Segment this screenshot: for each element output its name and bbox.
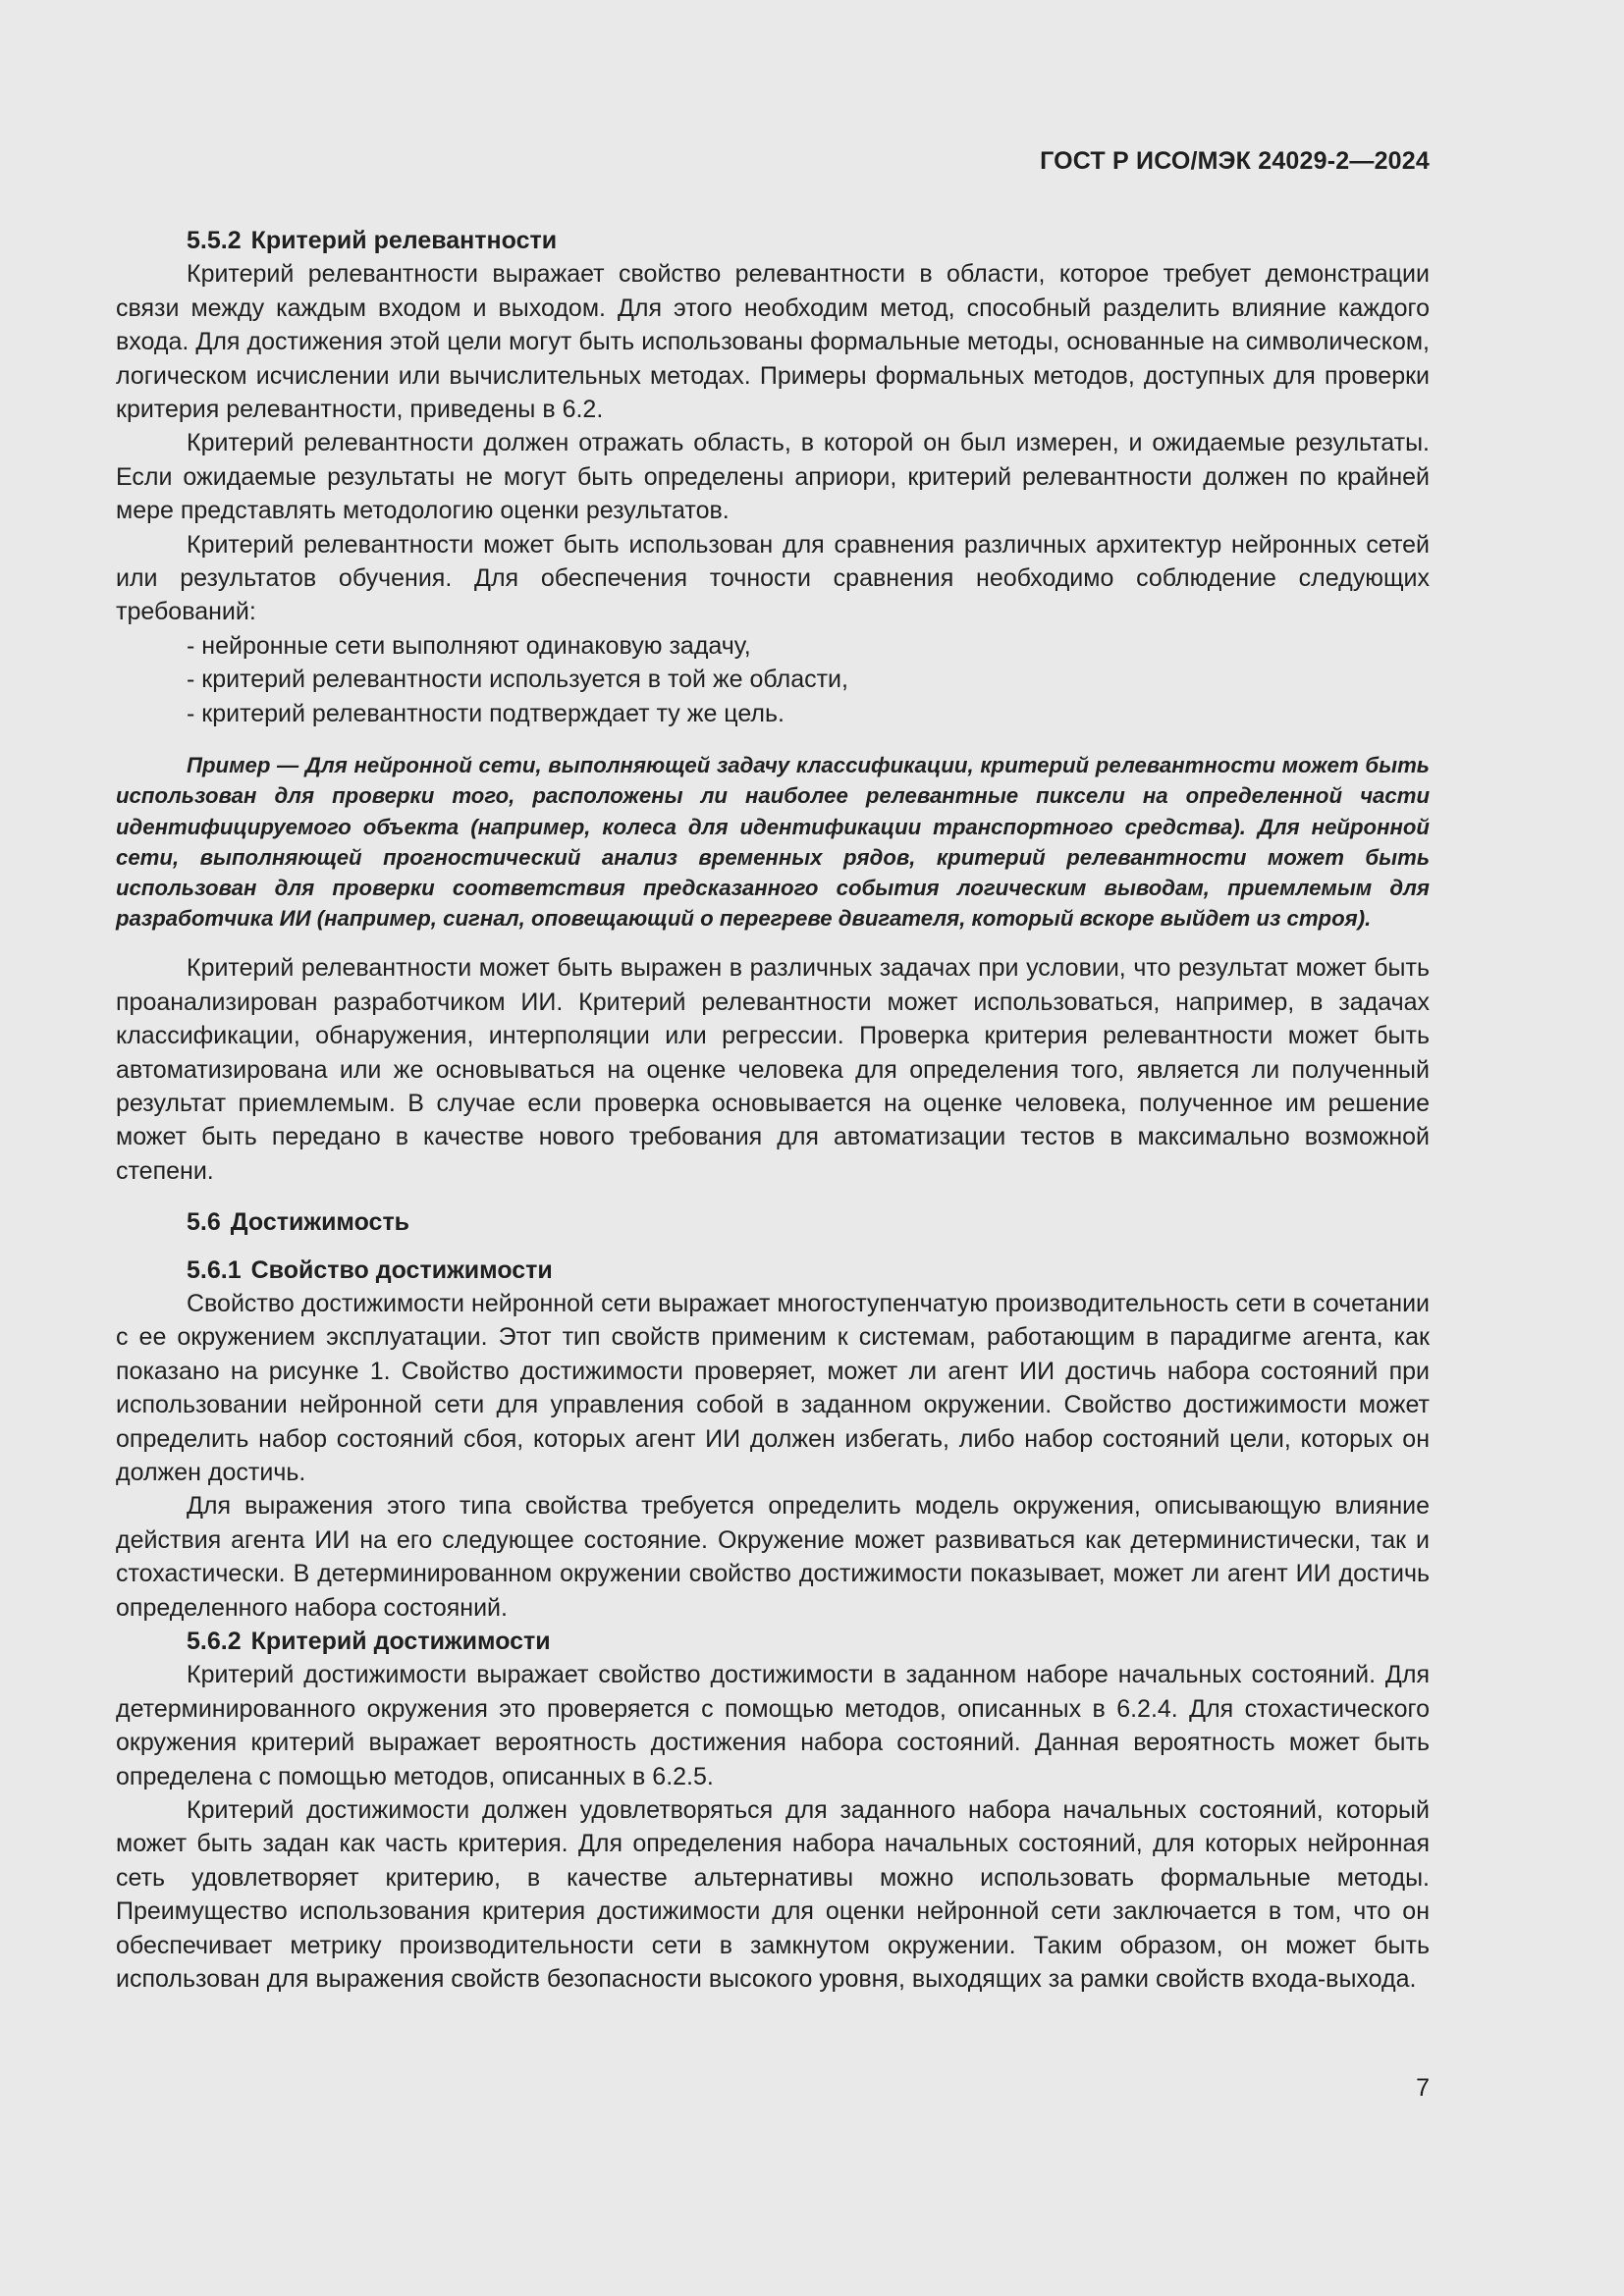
section-heading-5-6	[116, 1205, 1430, 1239]
section-title: Критерий релевантности	[250, 227, 558, 254]
list-item: - нейронные сети выполняют одинаковую задачу,	[187, 631, 751, 660]
document-body	[116, 224, 1430, 1997]
standard-header: ГОСТ Р ИСО/МЭК 24029-2—2024	[1040, 147, 1430, 175]
section-number: 5.5.2	[187, 227, 242, 254]
page-number: 7	[1416, 2074, 1430, 2102]
section-heading-5-5-2	[116, 224, 1430, 257]
list-item: - критерий релевантности подтверждает ту же цель.	[187, 699, 785, 727]
section-number: 5.6.2	[187, 1628, 242, 1656]
paragraph: Свойство достижимости нейронной сети выражает многоступенчатую производительность сети в сочетании с ее окружением эксплуатации. Этот тип свойств применим к системам, работающим в парадигме агента, как показано на рисунке 1. Свойство достижимости проверяет, может ли агент ИИ достичь набора состояний при использовании нейронной сети для управления собой в заданном окружении. Свойство достижимости может определить набор состояний сбоя, которых агент ИИ должен избегать, либо набор состояний цели, которых он должен достичь.	[116, 1289, 1430, 1486]
paragraph: Для выражения этого типа свойства требуется определить модель окружения, описывающую влияние действия агента ИИ на его следующее состояние. Окружение может развиваться как детерминистически, так и стохастически. В детерминированном окружении свойство достижимости показывает, может ли агент ИИ достичь определенного набора состояний.	[116, 1492, 1430, 1622]
section-title: Достижимость	[230, 1208, 410, 1237]
paragraph: Критерий релевантности должен отражать область, в которой он был измерен, и ожидаемые результаты. Если ожидаемые результаты не могут быть определены априори, критерий релевантности должен по крайней мере представлять методологию оценки результатов.	[116, 429, 1430, 525]
paragraph: Критерий релевантности может быть выражен в различных задачах при условии, что результат может быть проанализирован разработчиком ИИ. Критерий релевантности может использоваться, например, в задачах классификации, обнаружения, интерполяции или регрессии. Проверка критерия релевантности может быть автоматизирована или же основываться на оценке человека для определения того, является ли полученный результат приемлемым. В случае если проверка основывается на оценке человека, полученное им решение может быть передано в качестве нового требования для автоматизации тестов в максимально возможной степени.	[116, 954, 1430, 1185]
list-item: - критерий релевантности используется в той же области,	[187, 666, 848, 694]
requirements-list	[116, 629, 1430, 730]
section-number: 5.6	[187, 1208, 221, 1237]
paragraph: Критерий достижимости должен удовлетворяться для заданного набора начальных состояний, который может быть задан как часть критерия. Для определения набора начальных состояний, для которых нейронная сеть удовлетворяет критерию, в качестве альтернативы можно использовать формальные методы. Преимущество использования критерия достижимости для оценки нейронной сети заключается в том, что он обеспечивает метрику производительности сети в замкнутом окружении. Таким образом, он может быть использован для выражения свойств безопасности высокого уровня, выходящих за рамки свойств входа-выхода.	[116, 1796, 1430, 1994]
example-note: Пример — Для нейронной сети, выполняющей задачу классификации, критерий релевантности может быть использован для проверки того, расположены ли наиболее релевантные пиксели на определенной части идентифицируемого объекта (например, колеса для идентификации транспортного средства). Для нейронной сети, выполняющей прогностический анализ временных рядов, критерий релевантности может быть использован для проверки соответствия предсказанного события логическим выводам, приемлемым для разработчика ИИ (например, сигнал, оповещающий о перегреве двигателя, который вскоре выйдет из строя).	[116, 753, 1430, 932]
section-heading-5-6-1	[116, 1254, 1430, 1287]
paragraph: Критерий достижимости выражает свойство достижимости в заданном наборе начальных состояний. Для детерминированного окружения это проверяется с помощью методов, описанных в 6.2.4. Для стохастического окружения критерий выражает вероятность достижения набора состояний. Данная вероятность может быть определена с помощью методов, описанных в 6.2.5.	[116, 1661, 1430, 1790]
paragraph: Критерий релевантности выражает свойство релевантности в области, которое требует демонстрации связи между каждым входом и выходом. Для этого необходим метод, способный разделить влияние каждого входа. Для достижения этой цели могут быть использованы формальные методы, основанные на символическом, логическом исчислении или вычислительных методах. Примеры формальных методов, доступных для проверки критерия релевантности, приведены в 6.2.	[116, 260, 1430, 424]
section-heading-5-6-2	[116, 1625, 1430, 1658]
section-title: Свойство достижимости	[250, 1255, 553, 1284]
paragraph: Критерий релевантности может быть использован для сравнения различных архитектур нейронных сетей или результатов обучения. Для обеспечения точности сравнения необходимо соблюдение следующих требований:	[116, 530, 1430, 626]
section-title: Критерий достижимости	[250, 1628, 551, 1656]
section-number: 5.6.1	[187, 1255, 242, 1284]
